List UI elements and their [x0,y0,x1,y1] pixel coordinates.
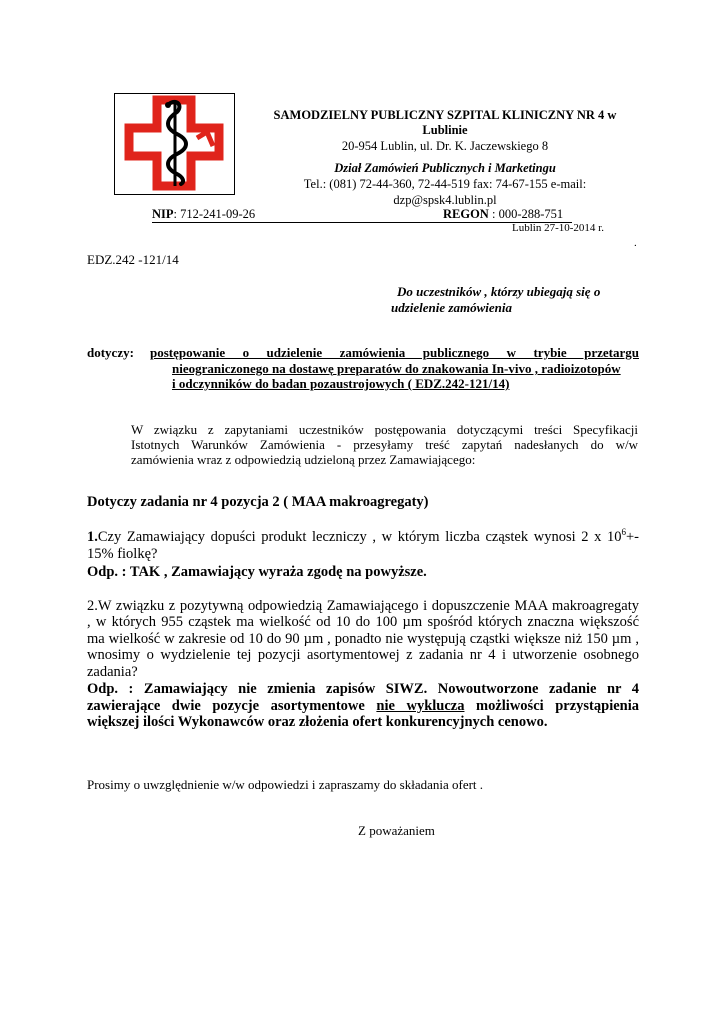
question1-exponent: 6 [621,527,626,537]
hospital-logo [114,93,235,195]
subject-label: dotyczy: [87,345,134,360]
intro-line2: Istotnych Warunków Zamówienia - przesyłamy treść zapytań nadesłanych do w/w [131,437,638,452]
question1-line2: 15% fiolkę? [87,546,158,562]
answer2-line2-start: zawierające dwie pozycje asortymentowe [87,698,377,714]
question2-line5: zadania? [87,664,138,680]
header-dot: . [634,237,637,249]
contact-email: dzp@spsk4.lublin.pl [393,193,497,207]
institution-name-line2: Lublinie [422,123,468,137]
regon-value: : 000-288-751 [488,207,564,221]
question1-tolerance: +- [625,529,639,545]
red-cross-caduceus-icon [115,94,234,194]
signature-greeting: Z poważaniem [358,823,435,838]
nip-regon-line [152,207,572,223]
question2-line2: , w których 955 cząstek ma wielkość od 10 do 100 µm spośród których znaczna większość [87,614,639,630]
question2-line1: 2.W związku z pozytywną odpowiedzią Zamawiającego i dopuszczenie MAA makroagregaty [87,598,639,614]
intro-line1: W związku z zapytaniami uczestników postępowania dotyczącymi treści Specyfikacji [131,422,638,437]
reference-number: EDZ.242 -121/14 [87,252,179,267]
question1-text: Czy Zamawiający dopuści produkt leczniczy , w którym liczba cząstek wynosi 2 x 10 [97,529,622,545]
contact-phone-fax: Tel.: (081) 72-44-360, 72-44-519 fax: 74-67-155 e-mail: [303,177,587,191]
answer2-underlined: nie wyklucza [376,698,465,714]
subject-line3: i odczynników do badan pozaustrojowych ( EDZ.242-121/14) [172,376,510,391]
department-name: Dział Zamówień Publicznych i Marketingu [334,161,556,175]
answer1: Odp. : TAK , Zamawiający wyraża zgodę na powyższe. [87,564,427,580]
addressee-line1: Do uczestników , którzy ubiegają się o [397,284,601,299]
answer2-line2 [87,698,639,714]
answer2-line3: większej ilości Wykonawców oraz złożenia ofert konkurencyjnych cenowo. [87,714,548,730]
nip-label: NIP [152,207,174,221]
institution-name-line1: SAMODZIELNY PUBLICZNY SZPITAL KLINICZNY NR 4 w [273,108,617,122]
subject-line2: nieograniczonego na dostawę preparatów do znakowania In-vivo , radioizotopów [172,361,621,376]
answer2-line1: Odp. : Zamawiający nie zmienia zapisów SIWZ. Nowoutworzone zadanie nr 4 [87,681,639,697]
question1-line1 [87,529,639,545]
regon-label: REGON [443,207,489,221]
question2-line4: wnosimy o wydzielenie tej pozycji asortymentowej z zadania nr 4 i utworzenie osobnego [87,647,639,663]
addressee-line2: udzielenie zamówienia [391,300,512,315]
answer2-line2-end: możliwości przystąpienia [464,698,639,714]
letter-date: Lublin 27-10-2014 r. [512,222,604,234]
section-title: Dotyczy zadania nr 4 pozycja 2 ( MAA makroagregaty) [87,494,429,510]
regon-group [443,207,563,222]
nip-value: : 712-241-09-26 [173,207,256,221]
question2-line3: ma wielkość w zakresie od 10 do 90 µm , ponadto nie występują cząstki większe niż 150 µm , [87,631,639,647]
institution-address: 20-954 Lublin, ul. Dr. K. Jaczewskiego 8 [341,139,549,153]
subject-line1: postępowanie o udzielenie zamówienia publicznego w trybie przetargu [150,345,639,360]
closing-text: Prosimy o uwzględnienie w/w odpowiedzi i zapraszamy do składania ofert . [87,777,484,792]
question1-number: 1. [87,529,98,545]
intro-line3: zamówienia wraz z odpowiedzią udzieloną przez Zamawiającego: [131,452,476,467]
